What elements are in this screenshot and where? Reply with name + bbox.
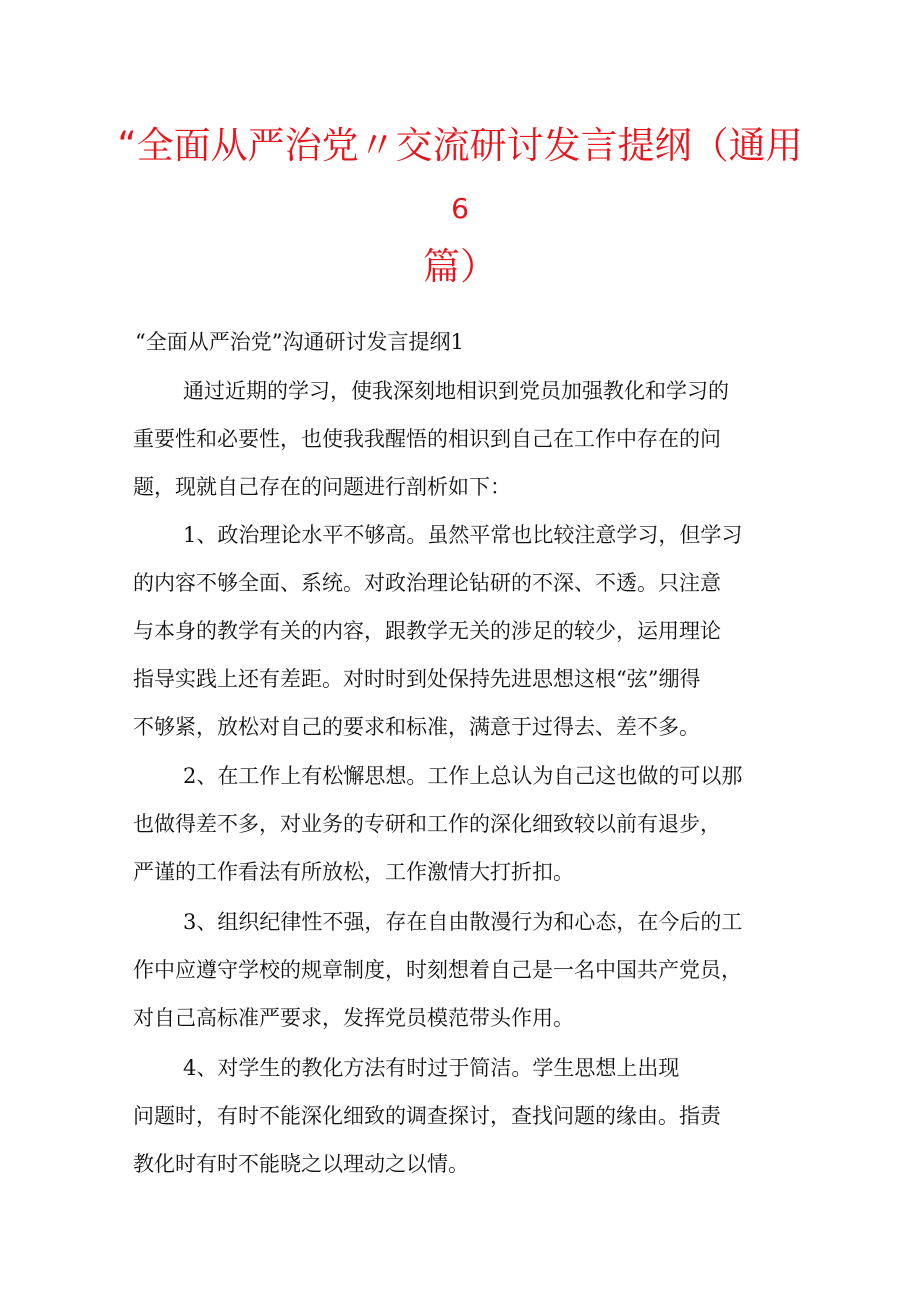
section-subheading: “全面从严治党”沟通研讨发言提纲1 xyxy=(135,330,464,354)
paragraph-line: 重要性和必要性，也使我我醒悟的相识到自己在工作中存在的问 xyxy=(133,427,721,451)
title-line-2: 6 xyxy=(451,192,469,225)
paragraph-line: 题，现就自己存在的问题进行剖析如下： xyxy=(133,475,511,499)
paragraph-line: 不够紧，放松对自己的要求和标准，满意于过得去、差不多。 xyxy=(133,715,700,739)
paragraph-line: 问题时，有时不能深化细致的调查探讨，查找问题的缘由。指责 xyxy=(133,1104,721,1128)
title-line-3: 篇） xyxy=(423,245,497,288)
paragraph-line: 也做得差不多，对业务的专研和工作的深化细致较以前有退步， xyxy=(133,812,721,836)
paragraph-line: 3、组织纪律性不强，存在自由散漫行为和心态，在今后的工 xyxy=(183,910,743,934)
paragraph-line: 指导实践上还有差距。对时时到处保持先进思想这根“弦”绷得 xyxy=(133,667,701,691)
paragraph-line: 作中应遵守学校的规章制度，时刻想着自己是一名中国共产党员， xyxy=(133,958,742,982)
paragraph-line: 1、政治理论水平不够高。虽然平常也比较注意学习，但学习 xyxy=(183,523,743,547)
paragraph-line: 2、在工作上有松懈思想。工作上总认为自己这也做的可以那 xyxy=(183,764,743,788)
title-line-1: “全面从严治党〃交流研讨发言提纲（通用 xyxy=(117,124,803,167)
paragraph-line: 通过近期的学习，使我深刻地相识到党员加强教化和学习的 xyxy=(183,379,729,403)
paragraph-line: 的内容不够全面、系统。对政治理论钻研的不深、不透。只注意 xyxy=(133,571,721,595)
paragraph-line: 教化时有时不能晓之以理动之以情。 xyxy=(133,1152,469,1176)
paragraph-line: 与本身的教学有关的内容，跟教学无关的涉足的较少，运用理论 xyxy=(133,619,721,643)
paragraph-line: 4、对学生的教化方法有时过于简洁。学生思想上出现 xyxy=(183,1056,680,1080)
paragraph-line: 严谨的工作看法有所放松，工作激情大打折扣。 xyxy=(133,860,574,884)
paragraph-line: 对自己高标准严要求，发挥党员模范带头作用。 xyxy=(133,1006,574,1030)
